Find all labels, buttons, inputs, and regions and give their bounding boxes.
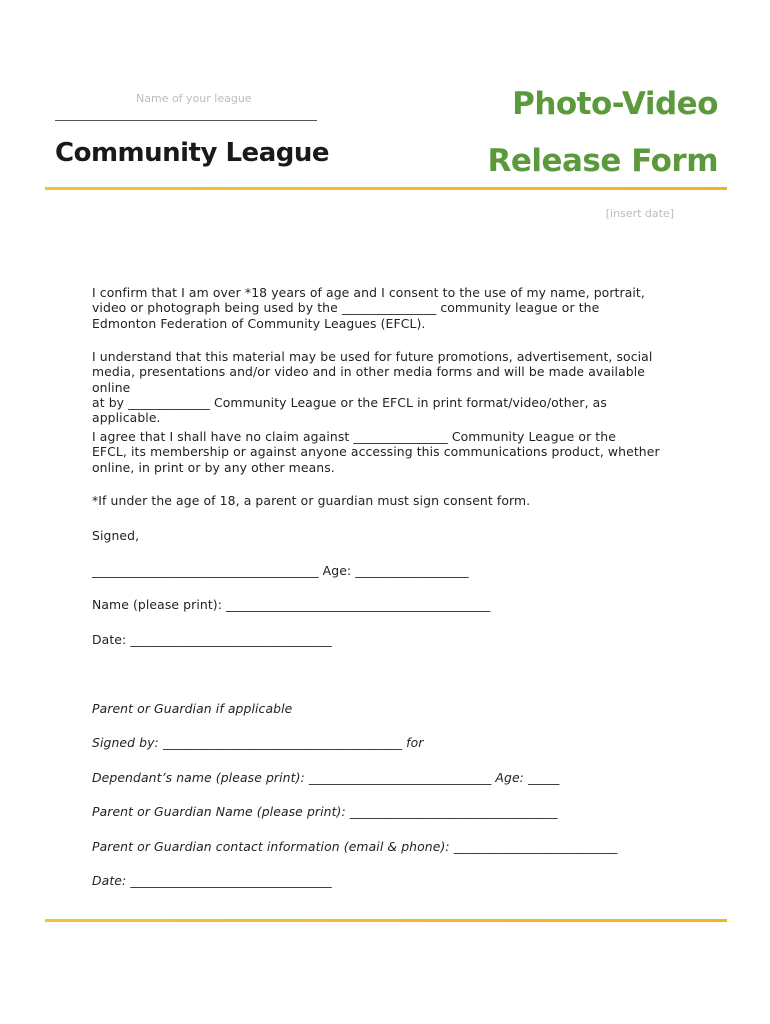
claim-paragraph: I agree that I shall have no claim against _______________ Community League or the EFCL, its membership or against anyone accessing this communications product, whether online, in print or by any other means. — [92, 429, 660, 475]
date-field[interactable]: Date: ________________________________ — [92, 632, 332, 647]
guardian-signed-by-field[interactable]: Signed by: ______________________________________ for — [92, 735, 424, 750]
date-placeholder: [insert date] — [605, 207, 674, 220]
signed-label: Signed, — [92, 528, 140, 543]
guardian-date-field[interactable]: Date: ________________________________ — [92, 873, 332, 888]
dependant-name-field[interactable]: Dependant’s name (please print): _____________________________ Age: _____ — [92, 770, 560, 785]
name-print-field[interactable]: Name (please print): __________________________________________ — [92, 597, 491, 612]
league-title: Community League — [55, 138, 329, 168]
header-divider — [45, 187, 727, 190]
guardian-contact-field[interactable]: Parent or Guardian contact information (email & phone): __________________________ — [92, 839, 618, 854]
consent-paragraph: I confirm that I am over *18 years of age and I consent to the use of my name, portrait, video or photograph being used by the _______________ community league or the Edmonton Federation of Community Leagues (EFCL). — [92, 285, 645, 331]
minor-note: *If under the age of 18, a parent or guardian must sign consent form. — [92, 493, 531, 508]
guardian-heading: Parent or Guardian if applicable — [92, 701, 293, 716]
usage-paragraph: I understand that this material may be used for future promotions, advertisement, social media, presentations and/or video and in other media forms and will be made available online at by _____________ Community League or the EFCL in print format/video/other, as applicable. — [92, 349, 653, 426]
league-name-line — [55, 120, 317, 121]
form-title-line2: Release Form — [487, 143, 718, 179]
signature-age-field[interactable]: ____________________________________ Age: __________________ — [92, 563, 469, 578]
league-name-placeholder: Name of your league — [136, 92, 252, 105]
footer-divider — [45, 919, 727, 922]
guardian-name-field[interactable]: Parent or Guardian Name (please print): _________________________________ — [92, 804, 558, 819]
form-title — [487, 76, 718, 190]
form-title-line1: Photo-Video — [512, 86, 718, 122]
